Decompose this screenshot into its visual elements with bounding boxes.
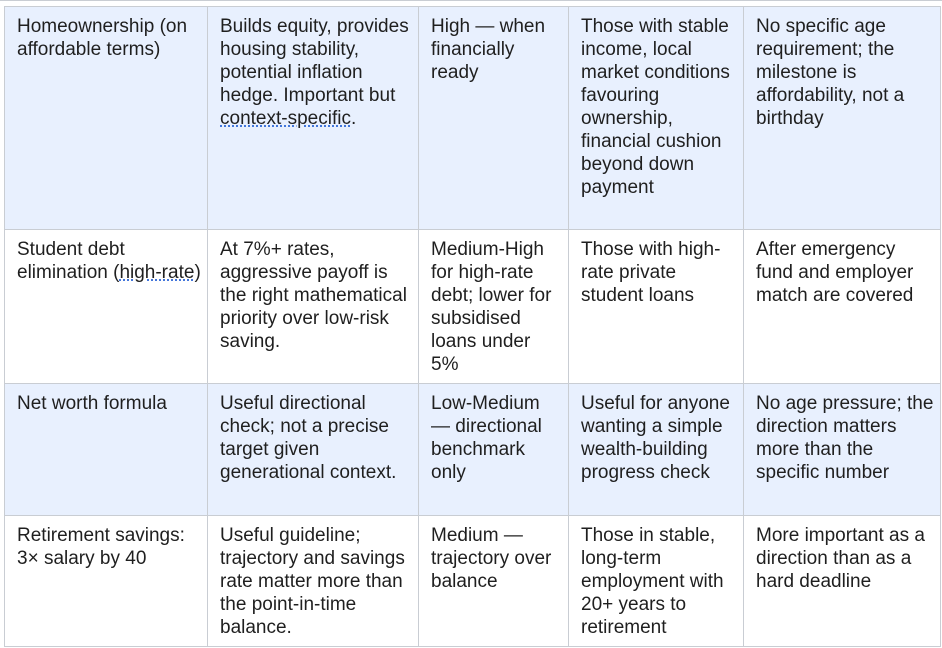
milestone-cell (5, 230, 208, 384)
milestone-cell (5, 384, 208, 516)
cell-text: After emergency fund and employer match are covered (756, 239, 914, 306)
table-row (5, 384, 941, 516)
best-for-cell (569, 7, 744, 230)
cell-text: Net worth formula (17, 393, 167, 414)
spelling-underlined-text[interactable]: high-rate (119, 262, 195, 283)
rationale-cell (208, 516, 419, 647)
cell-text: Those in stable, long-term employment with 20+ years to retirement (581, 525, 724, 638)
rationale-cell (208, 384, 419, 516)
cell-text: Retirement savings: 3× salary by 40 (17, 525, 185, 569)
cell-text: Those with high-rate private student loans (581, 239, 721, 306)
cell-text: Useful directional check; not a precise target given generational context. (220, 393, 397, 483)
cell-text: Useful for anyone wanting a simple wealth-building progress check (581, 393, 730, 483)
cell-text: Builds equity, provides housing stability, potential inflation hedge. Important but (220, 16, 409, 106)
table-row (5, 230, 941, 384)
cell-text: High — when financially ready (431, 16, 546, 83)
priority-cell (419, 230, 569, 384)
best-for-cell (569, 384, 744, 516)
rationale-cell (208, 7, 419, 230)
cell-text: No specific age requirement; the milestone is affordability, not a birthday (756, 16, 905, 129)
cell-text: Those with stable income, local market conditions favouring ownership, financial cushion beyond down payment (581, 16, 730, 198)
cell-text: Useful guideline; trajectory and savings rate matter more than the point-in-time balance. (220, 525, 405, 638)
cell-text: Low-Medium — directional benchmark only (431, 393, 542, 483)
milestone-cell (5, 7, 208, 230)
cell-text: Medium-High for high-rate debt; lower for subsidised loans under 5% (431, 239, 552, 375)
table-body (5, 7, 941, 647)
timing-cell (744, 230, 941, 384)
cell-text: Medium — trajectory over balance (431, 525, 552, 592)
top-border (0, 0, 942, 1)
cell-text: ) (194, 262, 201, 283)
rationale-cell (208, 230, 419, 384)
timing-cell (744, 516, 941, 647)
priority-cell (419, 516, 569, 647)
spelling-underlined-text[interactable]: context-specific (220, 108, 351, 129)
priority-cell (419, 384, 569, 516)
best-for-cell (569, 516, 744, 647)
cell-text: Homeownership (on affordable terms) (17, 16, 188, 60)
cell-text: . (350, 108, 357, 129)
cell-text: At 7%+ rates, aggressive payoff is the right mathematical priority over low-risk saving. (220, 239, 407, 352)
cell-text: Student debt elimination ( (17, 239, 125, 283)
milestone-cell (5, 516, 208, 647)
timing-cell (744, 7, 941, 230)
cell-text: No age pressure; the direction matters more than the specific number (756, 393, 934, 483)
best-for-cell (569, 230, 744, 384)
timing-cell (744, 384, 941, 516)
cell-text: More important as a direction than as a hard deadline (756, 525, 925, 592)
table-row (5, 7, 941, 230)
priority-cell (419, 7, 569, 230)
table-row (5, 516, 941, 647)
milestones-table (4, 6, 941, 647)
